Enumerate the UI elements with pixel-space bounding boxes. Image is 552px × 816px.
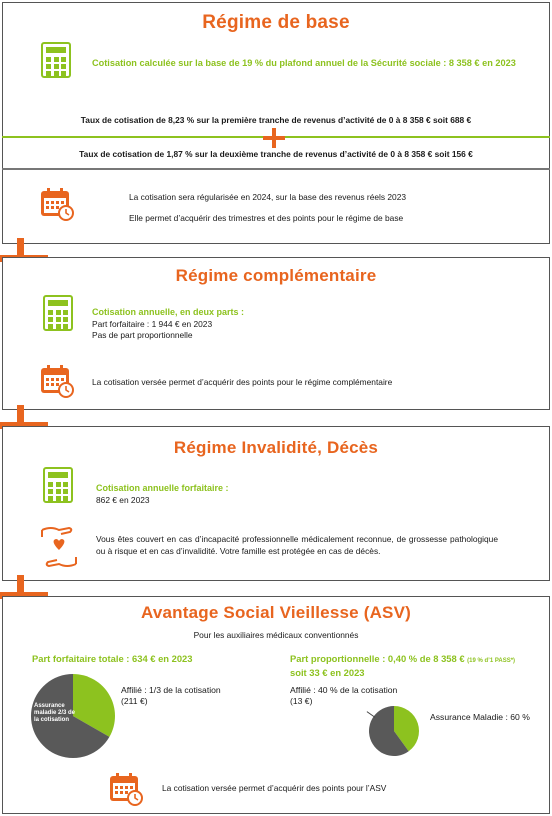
asv-left-affilie <box>121 685 221 707</box>
asv-right-heading-line2: soit 33 € en 2023 <box>290 667 365 678</box>
regime-invalidite-title: Régime Invalidité, Décès <box>173 438 379 457</box>
base-calc-text: Cotisation calculée sur la base de 19 % du plafond annuel de la Sécurité sociale : 8 358 € en 2023 <box>92 58 516 68</box>
asv-left-pie-label: Assurance maladie 2/3 de la cotisation <box>34 703 76 723</box>
asv-right-pie-label: Assurance Maladie : 60 % <box>430 712 530 722</box>
hands-heart-icon <box>39 524 79 572</box>
base-rate-1: Taux de cotisation de 8,23 % sur la première tranche de revenus d’activité de 0 à 8 358 € soit 688 € <box>80 115 472 125</box>
asv-left-heading: Part forfaitaire totale : 634 € en 2023 <box>32 653 193 664</box>
calendar-clock-icon <box>39 186 75 222</box>
asv-right-heading-small: (19 % d’1 PASS*) <box>467 658 516 664</box>
calendar-clock-icon <box>108 771 144 807</box>
asv-title: Avantage Social Vieillesse (ASV) <box>140 603 412 622</box>
asv-right-affilie-amount: (13 €) <box>290 696 313 706</box>
base-note-1: La cotisation sera régularisée en 2024, sur la base des revenus réels 2023 <box>129 192 407 202</box>
complementaire-line-2: Pas de part proportionnelle <box>92 330 193 340</box>
asv-left-affilie-text: Affilié : 1/3 de la cotisation <box>121 685 221 695</box>
base-rate-2: Taux de cotisation de 1,87 % sur la deuxième tranche de revenus d’activité de 0 à 8 358 € soit 156 € <box>79 149 473 159</box>
asv-right-heading-main: Part proportionnelle : 0,40 % de 8 358 € <box>290 653 465 664</box>
complementaire-heading: Cotisation annuelle, en deux parts : <box>92 307 245 317</box>
base-note-2: Elle permet d’acquérir des trimestres et des points pour le régime de base <box>129 213 404 223</box>
asv-right-pie <box>368 705 420 757</box>
complementaire-line-1: Part forfaitaire : 1 944 € en 2023 <box>92 319 213 329</box>
calendar-clock-icon <box>39 363 75 399</box>
calculator-icon <box>43 467 73 503</box>
invalidite-note: Vous êtes couvert en cas d’incapacité professionnelle médicalement reconnue, de grossesse pathologique ou à risque et en cas d’invalidité. Votre famille est protégée en cas de décès. <box>96 534 498 556</box>
asv-right-affilie <box>290 685 397 707</box>
regime-base-title: Régime de base <box>202 12 350 33</box>
calculator-icon <box>41 42 71 78</box>
invalidite-heading: Cotisation annuelle forfaitaire : <box>96 483 229 493</box>
base-divider-grey <box>2 168 550 170</box>
calculator-icon <box>43 295 73 331</box>
asv-right-heading <box>290 653 515 679</box>
regime-complementaire-title: Régime complémentaire <box>175 266 377 285</box>
asv-left-affilie-amount: (211 €) <box>121 696 148 706</box>
invalidite-amount: 862 € en 2023 <box>96 495 150 505</box>
asv-note: La cotisation versée permet d’acquérir des points pour l’ASV <box>162 783 387 793</box>
asv-subtitle: Pour les auxiliaires médicaux conventionnés <box>193 630 359 640</box>
plus-icon <box>263 128 285 148</box>
complementaire-note: La cotisation versée permet d’acquérir des points pour le régime complémentaire <box>92 377 393 387</box>
asv-right-affilie-text: Affilié : 40 % de la cotisation <box>290 685 398 695</box>
